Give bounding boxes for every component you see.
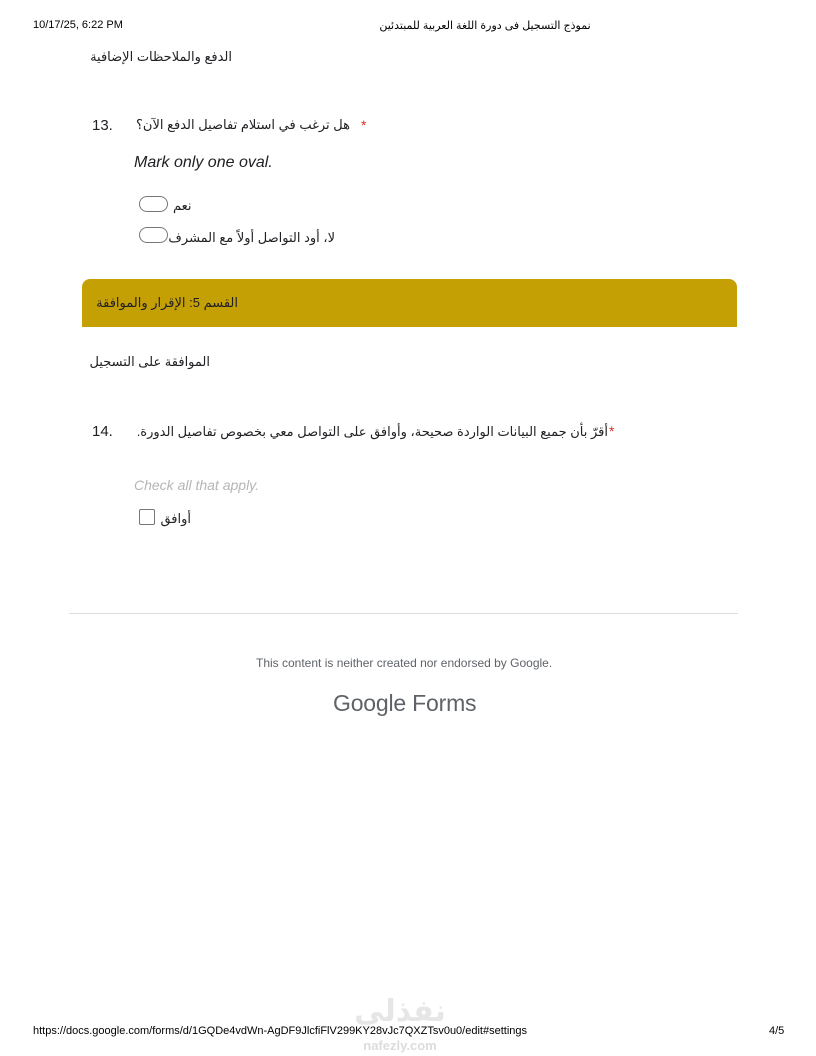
question-text: أقرّ بأن جميع البيانات الواردة صحيحة، وأوافق على التواصل معي بخصوص تفاصيل الدورة. <box>136 424 608 439</box>
required-asterisk: * <box>361 117 367 133</box>
question-instruction: Check all that apply. <box>134 477 260 493</box>
checkbox-option[interactable] <box>139 509 199 529</box>
radio-oval[interactable] <box>139 227 168 243</box>
option-label: نعم <box>173 198 192 213</box>
option-label: أوافق <box>160 511 191 526</box>
footer-divider <box>69 613 738 614</box>
question-number: 14. <box>92 423 113 440</box>
section-title: القسم 5: الإقرار والموافقة <box>96 295 238 310</box>
radio-oval[interactable] <box>139 196 168 212</box>
disclaimer-text: This content is neither created nor endorsed by Google. <box>256 656 553 670</box>
google-forms-logo[interactable] <box>333 690 476 717</box>
section-description: الدفع والملاحظات الإضافية <box>90 49 232 64</box>
section-header <box>82 279 737 327</box>
print-url: https://docs.google.com/forms/d/1GQDe4vdWn-AgDF9JlcfiFlV299KY28vJc7QXZTsv0u0/edit#settings <box>33 1025 527 1037</box>
section-description: الموافقة على التسجيل <box>89 354 210 369</box>
watermark-arabic: نفذلي <box>354 995 446 1028</box>
print-datetime: 10/17/25, 6:22 PM <box>33 19 123 31</box>
question-instruction: Mark only one oval. <box>134 154 273 171</box>
radio-option[interactable] <box>139 227 339 247</box>
watermark-latin: nafezly.com <box>363 1038 437 1053</box>
question-text: هل ترغب في استلام تفاصيل الدفع الآن؟ <box>136 117 350 132</box>
question-number: 13. <box>92 117 113 134</box>
print-page-number: 4/5 <box>769 1025 785 1037</box>
option-label: لا، أود التواصل أولاً مع المشرف <box>168 230 335 245</box>
radio-option[interactable] <box>139 196 199 216</box>
required-asterisk: * <box>609 423 615 439</box>
checkbox[interactable] <box>139 509 155 525</box>
print-doc-title: نموذج التسجيل فى دورة اللغة العربية للمبتدئين <box>379 20 591 32</box>
logo-google: Google <box>333 690 406 716</box>
logo-forms: Forms <box>412 690 477 716</box>
